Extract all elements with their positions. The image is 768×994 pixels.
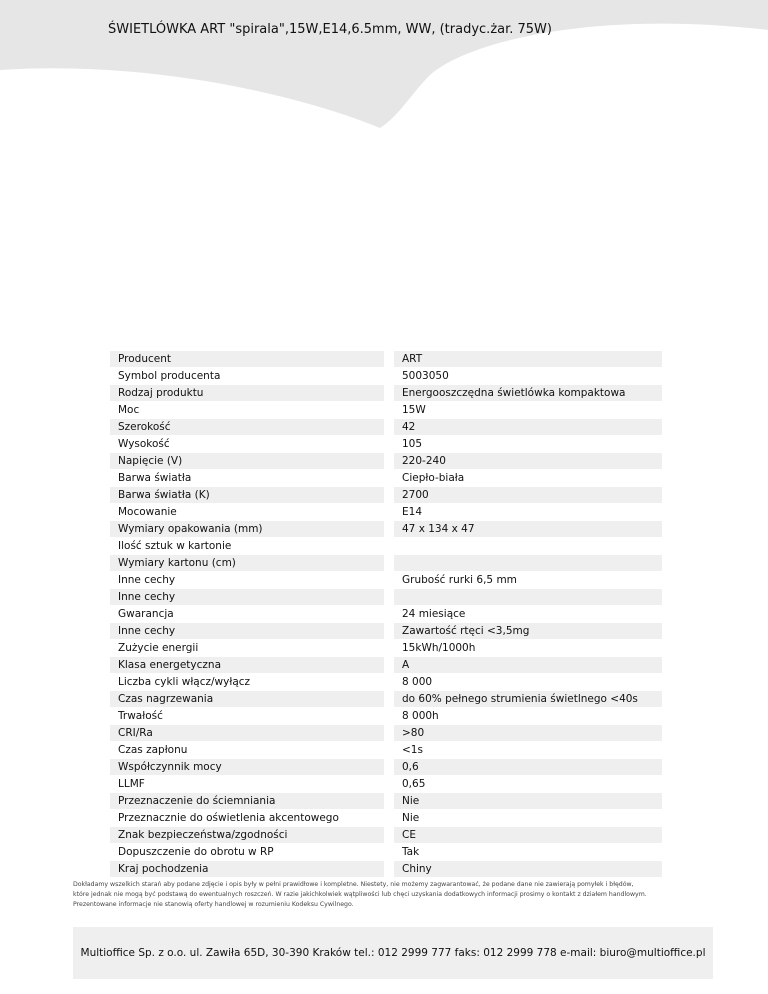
spec-gap xyxy=(384,368,394,384)
spec-label: Szerokość xyxy=(110,419,384,435)
spec-label: Rodzaj produktu xyxy=(110,385,384,401)
spec-label: Inne cechy xyxy=(110,589,384,605)
spec-row xyxy=(110,657,662,673)
spec-value: Zawartość rtęci <3,5mg xyxy=(394,623,662,639)
spec-gap xyxy=(384,385,394,401)
spec-gap xyxy=(384,351,394,367)
spec-value xyxy=(394,589,662,605)
spec-label: Wymiary opakowania (mm) xyxy=(110,521,384,537)
spec-gap xyxy=(384,776,394,792)
spec-gap xyxy=(384,419,394,435)
disclaimer xyxy=(73,880,713,910)
spec-value: 42 xyxy=(394,419,662,435)
spec-row xyxy=(110,351,662,367)
spec-value: Ciepło-biała xyxy=(394,470,662,486)
spec-label: LLMF xyxy=(110,776,384,792)
spec-label: Symbol producenta xyxy=(110,368,384,384)
spec-value: do 60% pełnego strumienia świetlnego <40s xyxy=(394,691,662,707)
spec-value xyxy=(394,538,662,554)
spec-label: CRI/Ra xyxy=(110,725,384,741)
spec-label: Trwałość xyxy=(110,708,384,724)
spec-value: 0,6 xyxy=(394,759,662,775)
spec-row xyxy=(110,538,662,554)
spec-value: 15W xyxy=(394,402,662,418)
spec-gap xyxy=(384,640,394,656)
spec-label: Kraj pochodzenia xyxy=(110,861,384,877)
spec-row xyxy=(110,572,662,588)
spec-value: 24 miesiące xyxy=(394,606,662,622)
spec-label: Klasa energetyczna xyxy=(110,657,384,673)
spec-gap xyxy=(384,538,394,554)
spec-row xyxy=(110,691,662,707)
footer-contact xyxy=(73,927,713,979)
product-title: ŚWIETLÓWKA ART "spirala",15W,E14,6.5mm, WW, (tradyc.żar. 75W) xyxy=(108,22,552,37)
spec-value: 0,65 xyxy=(394,776,662,792)
spec-row xyxy=(110,589,662,605)
spec-row xyxy=(110,470,662,486)
spec-label: Napięcie (V) xyxy=(110,453,384,469)
spec-row xyxy=(110,368,662,384)
spec-label: Inne cechy xyxy=(110,572,384,588)
spec-row xyxy=(110,504,662,520)
spec-label: Inne cechy xyxy=(110,623,384,639)
footer-text: Multioffice Sp. z o.o. ul. Zawiła 65D, 30-390 Kraków tel.: 012 2999 777 faks: 012 2999 778 e-mail: biuro@multioffice.pl xyxy=(80,947,706,959)
spec-gap xyxy=(384,504,394,520)
spec-value: Energooszczędna świetlówka kompaktowa xyxy=(394,385,662,401)
spec-value: 220-240 xyxy=(394,453,662,469)
spec-gap xyxy=(384,691,394,707)
spec-value: Chiny xyxy=(394,861,662,877)
spec-value: Nie xyxy=(394,793,662,809)
disclaimer-line: Dokładamy wszelkich starań aby podane zdjęcie i opis były w pełni prawidłowe i kompletne. Niestety, nie możemy zagwarantować, że podane dane nie zawierają pomyłek i błędów, xyxy=(73,881,634,888)
spec-value: Grubość rurki 6,5 mm xyxy=(394,572,662,588)
spec-label: Ilość sztuk w kartonie xyxy=(110,538,384,554)
spec-label: Współczynnik mocy xyxy=(110,759,384,775)
spec-row xyxy=(110,487,662,503)
spec-row xyxy=(110,606,662,622)
spec-value: 2700 xyxy=(394,487,662,503)
spec-gap xyxy=(384,742,394,758)
spec-label: Gwarancja xyxy=(110,606,384,622)
spec-gap xyxy=(384,759,394,775)
spec-row xyxy=(110,759,662,775)
spec-row xyxy=(110,776,662,792)
spec-gap xyxy=(384,793,394,809)
spec-value: <1s xyxy=(394,742,662,758)
spec-row xyxy=(110,402,662,418)
disclaimer-line: Prezentowane informacje nie stanowią oferty handlowej w rozumieniu Kodeksu Cywilnego. xyxy=(73,901,354,908)
spec-gap xyxy=(384,861,394,877)
spec-row xyxy=(110,827,662,843)
spec-value: >80 xyxy=(394,725,662,741)
spec-gap xyxy=(384,810,394,826)
spec-label: Moc xyxy=(110,402,384,418)
spec-row xyxy=(110,861,662,877)
spec-gap xyxy=(384,606,394,622)
spec-row xyxy=(110,725,662,741)
disclaimer-line: które jednak nie mogą być podstawą do ewentualnych roszczeń. W razie jakichkolwiek wątpliwości lub chęci uzyskania dodatkowych informacji prosimy o kontakt z działem handlowym. xyxy=(73,891,647,898)
spec-gap xyxy=(384,725,394,741)
spec-gap xyxy=(384,436,394,452)
spec-row xyxy=(110,419,662,435)
spec-label: Zużycie energii xyxy=(110,640,384,656)
spec-gap xyxy=(384,572,394,588)
spec-label: Liczba cykli włącz/wyłącz xyxy=(110,674,384,690)
spec-gap xyxy=(384,589,394,605)
spec-value: Tak xyxy=(394,844,662,860)
spec-row xyxy=(110,793,662,809)
spec-gap xyxy=(384,844,394,860)
spec-label: Barwa światła xyxy=(110,470,384,486)
spec-gap xyxy=(384,487,394,503)
spec-row xyxy=(110,453,662,469)
spec-gap xyxy=(384,521,394,537)
spec-gap xyxy=(384,674,394,690)
spec-row xyxy=(110,623,662,639)
spec-row xyxy=(110,436,662,452)
spec-gap xyxy=(384,827,394,843)
spec-row xyxy=(110,810,662,826)
spec-label: Wysokość xyxy=(110,436,384,452)
spec-gap xyxy=(384,657,394,673)
spec-value: A xyxy=(394,657,662,673)
spec-gap xyxy=(384,453,394,469)
spec-label: Przeznacznie do oświetlenia akcentowego xyxy=(110,810,384,826)
specs-table xyxy=(110,350,662,878)
spec-label: Wymiary kartonu (cm) xyxy=(110,555,384,571)
spec-value: ART xyxy=(394,351,662,367)
spec-row xyxy=(110,844,662,860)
spec-value: 5003050 xyxy=(394,368,662,384)
spec-label: Mocowanie xyxy=(110,504,384,520)
spec-row xyxy=(110,385,662,401)
spec-gap xyxy=(384,623,394,639)
spec-row xyxy=(110,674,662,690)
spec-value: 15kWh/1000h xyxy=(394,640,662,656)
spec-row xyxy=(110,708,662,724)
spec-label: Dopuszczenie do obrotu w RP xyxy=(110,844,384,860)
spec-label: Producent xyxy=(110,351,384,367)
spec-label: Przeznaczenie do ściemniania xyxy=(110,793,384,809)
spec-value: 8 000h xyxy=(394,708,662,724)
spec-label: Znak bezpieczeństwa/zgodności xyxy=(110,827,384,843)
spec-label: Czas nagrzewania xyxy=(110,691,384,707)
spec-row xyxy=(110,521,662,537)
spec-value: Nie xyxy=(394,810,662,826)
spec-gap xyxy=(384,708,394,724)
spec-row xyxy=(110,742,662,758)
spec-label: Czas zapłonu xyxy=(110,742,384,758)
spec-gap xyxy=(384,555,394,571)
spec-value: 8 000 xyxy=(394,674,662,690)
spec-value: E14 xyxy=(394,504,662,520)
spec-label: Barwa światła (K) xyxy=(110,487,384,503)
spec-gap xyxy=(384,470,394,486)
spec-value xyxy=(394,555,662,571)
spec-gap xyxy=(384,402,394,418)
spec-value: 47 x 134 x 47 xyxy=(394,521,662,537)
spec-value: 105 xyxy=(394,436,662,452)
spec-row xyxy=(110,640,662,656)
spec-value: CE xyxy=(394,827,662,843)
header-background xyxy=(0,0,768,130)
spec-row xyxy=(110,555,662,571)
